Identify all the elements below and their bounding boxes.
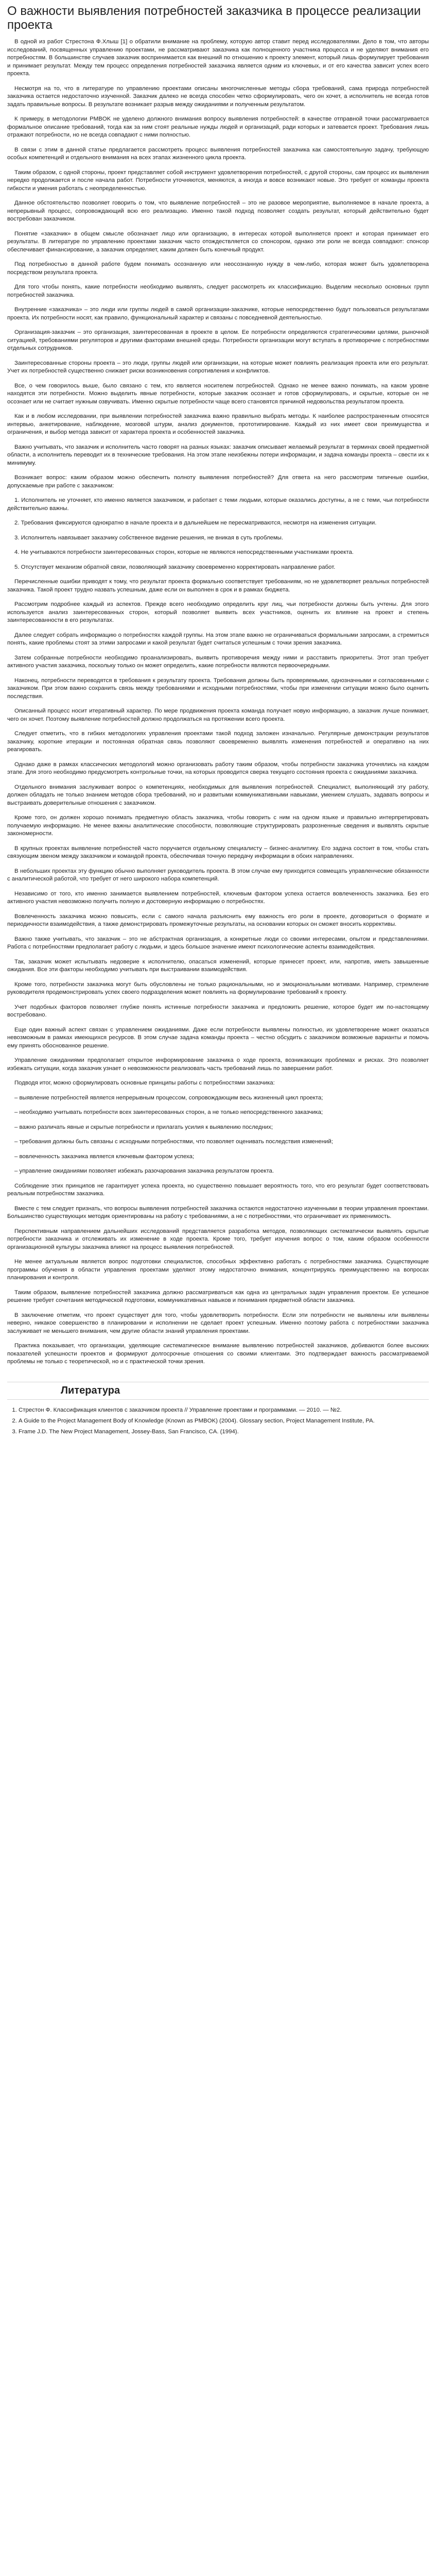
paragraph: Управление ожиданиями предполагает открытое информирование заказчика о ходе проекта, возникающих проблемах и рисках. Это позволяет избежать ситуации, когда заказчик узнает о невозможности реализовать часть требований лишь по завершении работ.: [7, 1057, 429, 1072]
paragraph: Так, заказчик может испытывать недоверие к исполнителю, опасаться изменений, которые принесет проект, или, напротив, иметь завышенные ожидания. Все эти факторы необходимо учитывать при выстраивании взаимодействия.: [7, 958, 429, 973]
paragraph: 3. Исполнитель навязывает заказчику собственное видение решения, не вникая в суть проблемы.: [14, 534, 284, 541]
references-heading: Литература: [7, 1382, 429, 1400]
paragraph: В заключение отметим, что проект существует для того, чтобы удовлетворить потребности. Если эти потребности не выявлены или выявлены неверно, никакое совершенство в планировании и исполнении не сделает проект успешным. Именно поэтому работа с потребностями заказчика заслуживает не меньшего внимания, чем другие области знаний управления проектами.: [7, 1312, 429, 1334]
paragraph: К примеру, в методологии PMBOK не уделено должного внимания вопросу выявления потребностей: в качестве отправной точки рассматривается формальное описание требований, тогда как за ним стоят реальные нужды людей и организаций, ради которых и затевается проект. Требования лишь отражают потребности, но не всегда совпадают с ними полностью.: [7, 116, 429, 138]
paragraph: Затем собранные потребности необходимо проанализировать, выявить противоречия между ними и расставить приоритеты. Этот этап требует активного участия заказчика, поскольку только он может определить, какие потребности являются первоочередными.: [7, 654, 429, 669]
reference-item: 3. Frame J.D. The New Project Management, Jossey-Bass, San Francisco, CA. (1994).: [19, 1428, 429, 1436]
paragraph: – управление ожиданиями позволяет избежать разочарования заказчика результатом проекта.: [14, 1168, 274, 1174]
paragraph: Таким образом, выявление потребностей заказчика должно рассматриваться как одна из центральных задач управления проектом. Ее успешное решение требует сочетания методической подготовки, коммуникативных навыков и понимания предметной области заказчика.: [7, 1289, 429, 1303]
article-body: [7, 38, 429, 1366]
article-title: О важности выявления потребностей заказчика в процессе реализации проекта: [7, 4, 421, 32]
paragraph: Однако даже в рамках классических методологий можно организовать работу таким образом, чтобы потребности заказчика уточнялись на каждом этапе. Для этого необходимо предусмотреть контрольные точки, на которых проводится сверка текущего состояния проекта с ожиданиями заказчика.: [7, 761, 429, 775]
paragraph: Соблюдение этих принципов не гарантирует успеха проекта, но существенно повышает вероятность того, что его результат будет соответствовать реальным потребностям заказчика.: [7, 1182, 429, 1197]
paragraph: Подводя итог, можно сформулировать основные принципы работы с потребностями заказчика:: [14, 1080, 275, 1086]
paragraph: Все, о чем говорилось выше, было связано с тем, кто является носителем потребностей. Однако не менее важно понимать, на каком уровне находятся эти потребности. Можно выделить явные потребности, которые заказчик осознает и готов сформулировать, и скрытые, которые он не осознает или не считает нужным озвучивать. Именно скрытые потребности чаще всего становятся причиной недовольства результатом проекта.: [7, 382, 429, 405]
paragraph: 4. Не учитываются потребности заинтересованных сторон, которые не являются непосредственными участниками проекта.: [14, 549, 354, 555]
paragraph: Описанный процесс носит итеративный характер. По мере продвижения проекта команда получает новую информацию, а заказчик лучше понимает, чего он хочет. Поэтому выявление потребностей должно продолжаться на протяжении всего проекта.: [7, 708, 429, 722]
paragraph: Данное обстоятельство позволяет говорить о том, что выявление потребностей – это не разовое мероприятие, выполняемое в начале проекта, а непрерывный процесс, сопровождающий всю его реализацию. Именно такой подход позволяет создать результат, который действительно будет востребован заказчиком.: [7, 200, 429, 222]
paragraph: Внутренние «заказчика» – это люди или группы людей в самой организации-заказчике, которые непосредственно будут пользоваться результатами проекта. Их потребности носят, как правило, функциональный характер и связаны с повседневной деятельностью.: [7, 307, 429, 321]
paragraph: Следует отметить, что в гибких методологиях управления проектами такой подход заложен изначально. Регулярные демонстрации результатов заказчику, короткие итерации и постоянная обратная связь позволяют своевременно выявлять изменения потребностей и оперативно на них реагировать.: [7, 731, 429, 753]
references-list: [7, 1406, 429, 1436]
paragraph: Как и в любом исследовании, при выявлении потребностей заказчика важно правильно выбрать методы. К наиболее распространенным относятся интервью, анкетирование, наблюдение, мозговой штурм, анализ документов, прототипирование. Каждый из них имеет свои преимущества и ограничения, и выбор метода зависит от характера проекта и особенностей заказчика.: [7, 413, 429, 435]
reference-item: 2. A Guide to the Project Management Body of Knowledge (Known as PMBOK) (2004). Glossary section, Project Management Institute, PA.: [19, 1417, 429, 1426]
paragraph: Возникает вопрос: каким образом можно обеспечить полноту выявления потребностей? Для ответа на него рассмотрим типичные ошибки, допускаемые при работе с заказчиком:: [7, 474, 429, 489]
paragraph: В небольших проектах эту функцию обычно выполняет руководитель проекта. В этом случае ему приходится совмещать управленческие обязанности с аналитической работой, что требует от него широкого набора компетенций.: [7, 868, 429, 882]
paragraph: Наконец, потребности переводятся в требования к результату проекта. Требования должны быть проверяемыми, однозначными и согласованными с заказчиком. При этом важно сохранить связь между требованиями и исходными потребностями, чтобы при изменении ситуации можно было оценить последствия.: [7, 677, 429, 700]
paragraph: Практика показывает, что организации, уделяющие систематическое внимание выявлению потребностей заказчиков, добиваются более высоких показателей успешности проектов и формируют долгосрочные отношения со своими клиентами. Это подтверждает важность рассматриваемой проблемы не только с теоретической, но и с практической точки зрения.: [7, 1343, 429, 1365]
paragraph: 5. Отсутствует механизм обратной связи, позволяющий заказчику своевременно корректировать направление работ.: [14, 564, 336, 570]
reference-item: 1. Стрестон Ф. Классификация клиентов с заказчиком проекта // Управление проектами и программами. — 2010. — №2.: [19, 1406, 429, 1415]
paragraph: Кроме того, он должен хорошо понимать предметную область заказчика, чтобы говорить с ним на одном языке и правильно интерпретировать получаемую информацию. Не менее важны аналитические способности, позволяющие структурировать разрозненные сведения и выявлять скрытые закономерности.: [7, 815, 429, 837]
paragraph: 2. Требования фиксируются однократно в начале проекта и в дальнейшем не пересматриваются, несмотря на изменения ситуации.: [14, 520, 377, 526]
paragraph: 1. Исполнитель не уточняет, кто именно является заказчиком, и работает с теми людьми, которые оказались доступны, а не с теми, чьи потребности действительно важны.: [7, 497, 429, 512]
paragraph: Заинтересованные стороны проекта – это люди, группы людей или организации, на которые может повлиять реализация проекта или его результат. Учет их потребностей существенно снижает риски возникновения сопротивления и конфликтов.: [7, 360, 429, 374]
paragraph: Вместе с тем следует признать, что вопросы выявления потребностей заказчика остаются недостаточно изученными в теории управления проектами. Большинство существующих методик ориентированы на работу с требованиями, а не с потребностями, что ограничивает их применимость.: [7, 1205, 429, 1219]
paragraph: Понятие «заказчик» в общем смысле обозначает лицо или организацию, в интересах которой выполняется проект и которая принимает его результаты. В литературе по управлению проектами заказчик часто отождествляется со спонсором, однако эти роли не всегда совпадают: спонсор обеспечивает финансирование, а заказчик определяет, каким должен быть конечный продукт.: [7, 230, 429, 253]
paragraph: – необходимо учитывать потребности всех заинтересованных сторон, а не только непосредственного заказчика;: [14, 1109, 323, 1115]
paragraph: Вовлеченность заказчика можно повысить, если с самого начала разъяснить ему важность его роли в проекте, договориться о формате и периодичности взаимодействия, а также демонстрировать промежуточные результаты, на основании которых он сможет вносить коррективы.: [7, 913, 429, 927]
paragraph: Еще один важный аспект связан с управлением ожиданиями. Даже если потребности выявлены полностью, их удовлетворение может оказаться невозможным в рамках имеющихся ресурсов. В этом случае задача команды проекта – честно обсудить с заказчиком возможные варианты и помочь ему принять обоснованное решение.: [7, 1026, 429, 1049]
paragraph: Не менее актуальным является вопрос подготовки специалистов, способных эффективно работать с потребностями заказчика. Существующие программы обучения в области управления проектами уделяют этому недостаточно внимания, концентрируясь преимущественно на вопросах планирования и контроля.: [7, 1259, 429, 1281]
paragraph: Важно также учитывать, что заказчик – это не абстрактная организация, а конкретные люди со своими интересами, опытом и представлениями. Работа с потребностями предполагает работу с людьми, и здесь большое значение имеют психологические аспекты взаимодействия.: [7, 936, 429, 950]
paragraph: Кроме того, потребности заказчика могут быть обусловлены не только рациональными, но и эмоциональными мотивами. Например, стремление руководителя продемонстрировать успех своего подразделения может повлиять на формулирование требований к проекту.: [7, 981, 429, 995]
paragraph: В связи с этим в данной статье предлагается рассмотреть процесс выявления потребностей заказчика как самостоятельную задачу, требующую особых компетенций и отдельного внимания на всех этапах жизненного цикла проекта.: [7, 146, 429, 161]
paragraph: Таким образом, с одной стороны, проект представляет собой инструмент удовлетворения потребностей, с другой стороны, сам процесс их выявления нередко продолжается и после начала работ. Потребности уточняются, меняются, а иногда и вовсе возникают новые. Это требует от команды проекта гибкости и умения работать с неопределенностью.: [7, 169, 429, 192]
paragraph: Организация-заказчик – это организация, заинтересованная в проекте в целом. Ее потребности определяются стратегическими целями, рыночной ситуацией, требованиями регуляторов и другими факторами внешней среды. Потребности организации могут вступать в противоречие с потребностями отдельных сотрудников.: [7, 329, 429, 351]
paragraph: Под потребностью в данной работе будем понимать осознанную или неосознанную нужду в чем-либо, которая может быть удовлетворена посредством результата проекта.: [7, 261, 429, 276]
paragraph: Независимо от того, кто именно занимается выявлением потребностей, ключевым фактором успеха остается вовлеченность заказчика. Без его активного участия невозможно получить полную и достоверную информацию о потребностях.: [7, 890, 429, 905]
paragraph: Далее следует собрать информацию о потребностях каждой группы. На этом этапе важно не ограничиваться формальными запросами, а стремиться понять, какие проблемы стоят за этими запросами и какой результат будет считаться успешным с точки зрения заказчика.: [7, 632, 429, 646]
paragraph: Учет подобных факторов позволяет глубже понять истинные потребности заказчика и предложить решение, которое будет им по-настоящему востребовано.: [7, 1004, 429, 1018]
paragraph: – выявление потребностей является непрерывным процессом, сопровождающим весь жизненный цикл проекта;: [14, 1094, 323, 1101]
paragraph: Отдельного внимания заслуживает вопрос о компетенциях, необходимых для выявления потребностей. Специалист, выполняющий эту работу, должен обладать не только знанием методов сбора требований, но и развитыми коммуникативными навыками, умением слушать, задавать вопросы и выстраивать доверительные отношения с заказчиком.: [7, 784, 429, 806]
paragraph: Рассмотрим подробнее каждый из аспектов. Прежде всего необходимо определить круг лиц, чьи потребности должны быть учтены. Для этого используется анализ заинтересованных сторон, который позволяет выявить всех участников, оценить их влияние на проект и степень заинтересованности в его результатах.: [7, 601, 429, 623]
paragraph: Несмотря на то, что в литературе по управлению проектами описаны многочисленные методы сбора требований, сама природа потребностей заказчика остается недостаточно изученной. Заказчик далеко не всегда способен четко сформулировать, чего он хочет, а исполнитель не всегда готов задать правильные вопросы. В результате возникает разрыв между ожиданиями и полученным результатом.: [7, 85, 429, 108]
paragraph: – вовлеченность заказчика является ключевым фактором успеха;: [14, 1153, 195, 1160]
paragraph: Важно учитывать, что заказчик и исполнитель часто говорят на разных языках: заказчик описывает желаемый результат в терминах своей предметной области, а исполнитель переводит их в технические требования. На этом этапе неизбежны потери информации, и задача команды проекта – свести их к минимуму.: [7, 444, 429, 466]
paragraph: В крупных проектах выявление потребностей часто поручается отдельному специалисту – бизнес-аналитику. Его задача состоит в том, чтобы стать связующим звеном между заказчиком и командой проекта, обеспечивая точную передачу информации в обоих направлениях.: [7, 845, 429, 859]
paragraph: В одной из работ Стрестона Ф.Хлыш [1] о обратили внимание на проблему, которую автор ставит перед исследователями. Дело в том, что авторы исследований, посвященных управлению проектами, не рассматривают заказчика как полноценного участника процесса и не уделяют внимания его потребностям. В большинстве случаев заказчик воспринимается как внешний по отношению к проекту элемент, который лишь формулирует требования и принимает результат. Между тем процесс определения потребностей заказчика является одним из ключевых, и от его качества зависит успех всего проекта.: [7, 39, 429, 77]
paragraph: – важно различать явные и скрытые потребности и прилагать усилия к выявлению последних;: [14, 1124, 273, 1130]
paragraph: Перспективным направлением дальнейших исследований представляется разработка методов, позволяющих систематически выявлять скрытые потребности заказчика и отслеживать их изменение в ходе проекта. Кроме того, требует изучения вопрос о том, каким образом особенности организационной культуры заказчика влияют на процесс выявления потребностей.: [7, 1228, 429, 1250]
paragraph: Перечисленные ошибки приводят к тому, что результат проекта формально соответствует требованиям, но не удовлетворяет реальных потребностей заказчика. Такой проект трудно назвать успешным, даже если он выполнен в срок и в рамках бюджета.: [7, 579, 429, 593]
paragraph: Для того чтобы понять, какие потребности необходимо выявлять, следует рассмотреть их классификацию. Выделим несколько основных групп потребностей заказчика.: [7, 284, 429, 298]
paragraph: – требования должны быть связаны с исходными потребностями, что позволяет оценивать последствия изменений;: [14, 1139, 333, 1145]
